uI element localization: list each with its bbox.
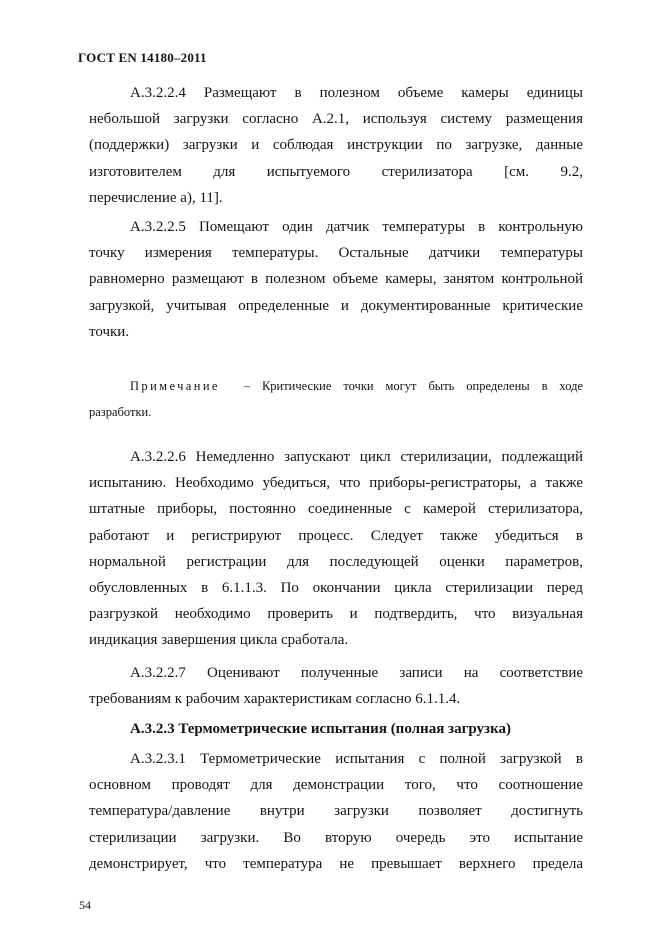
text-line: А.3.2.2.4 Размещают в полезном объеме камеры единицы	[130, 85, 583, 101]
text-line: нормальной регистрации для последующей оценки параметров,	[89, 553, 583, 570]
paragraph-a3224	[89, 80, 583, 211]
text-line: А.3.2.2.5 Помещают один датчик температуры в контрольную	[130, 219, 583, 235]
document-header: ГОСТ EN 14180–2011	[78, 50, 207, 65]
text-line: А.3.2.2.6 Немедленно запускают цикл стерилизации, подлежащий	[130, 449, 583, 465]
section-heading-a323	[89, 716, 583, 742]
text-line: равномерно размещают в полезном объеме камеры, занятом контрольной	[89, 271, 583, 288]
text-line: перечисление а), 11].	[89, 189, 223, 206]
note-label: Примечание	[130, 379, 220, 393]
text-line: загрузкой, учитывая определенные и документированные критические	[89, 297, 583, 314]
text-line: требованиям к рабочим характеристикам согласно 6.1.1.4.	[89, 691, 461, 708]
note-text: – Критические точки могут быть определены в ходе	[243, 379, 583, 393]
text-line: точку измерения температуры. Остальные датчики температуры	[89, 245, 583, 262]
text-line: работают и регистрируют процесс. Следует также убедиться в	[89, 527, 583, 544]
note-line	[89, 373, 583, 399]
text-line: стерилизации загрузки. Во вторую очередь это испытание	[89, 829, 583, 846]
section-heading: А.3.2.3 Термометрические испытания (полная загрузка)	[130, 721, 511, 737]
text-line: разгрузкой необходимо проверить и подтвердить, что визуальная	[89, 606, 583, 623]
text-line: изготовителем для испытуемого стерилизатора [см. 9.2,	[89, 163, 583, 180]
text-line: демонстрирует, что температура не превышает верхнего предела	[89, 855, 583, 872]
text-line: А.3.2.3.1 Термометрические испытания с полной загрузкой в	[130, 751, 583, 767]
note-block	[89, 373, 583, 425]
text-line: (поддержки) загрузки и соблюдая инструкции по загрузке, данные	[89, 137, 583, 154]
text-line: основном проводят для демонстрации того, что соотношение	[89, 777, 583, 794]
text-line: температура/давление внутри загрузки позволяет достигнуть	[89, 803, 583, 820]
note-line: разработки.	[89, 405, 152, 419]
text-line: точки.	[89, 323, 130, 340]
paragraph-a3226	[89, 444, 583, 654]
text-line: небольшой загрузки согласно А.2.1, используя систему размещения	[89, 111, 583, 128]
text-line: А.3.2.2.7 Оценивают полученные записи на соответствие	[130, 665, 583, 681]
page-number: 54	[79, 898, 91, 912]
paragraph-a3227	[89, 660, 583, 712]
text-line: индикация завершения цикла сработала.	[89, 632, 349, 649]
text-line: обусловленных в 6.1.1.3. По окончании цикла стерилизации перед	[89, 580, 583, 597]
text-line: испытанию. Необходимо убедиться, что приборы-регистраторы, а также	[89, 475, 583, 492]
text-line: штатные приборы, постоянно соединенные с камерой стерилизатора,	[89, 501, 583, 518]
paragraph-a3231	[89, 746, 583, 877]
paragraph-a3225	[89, 214, 583, 345]
